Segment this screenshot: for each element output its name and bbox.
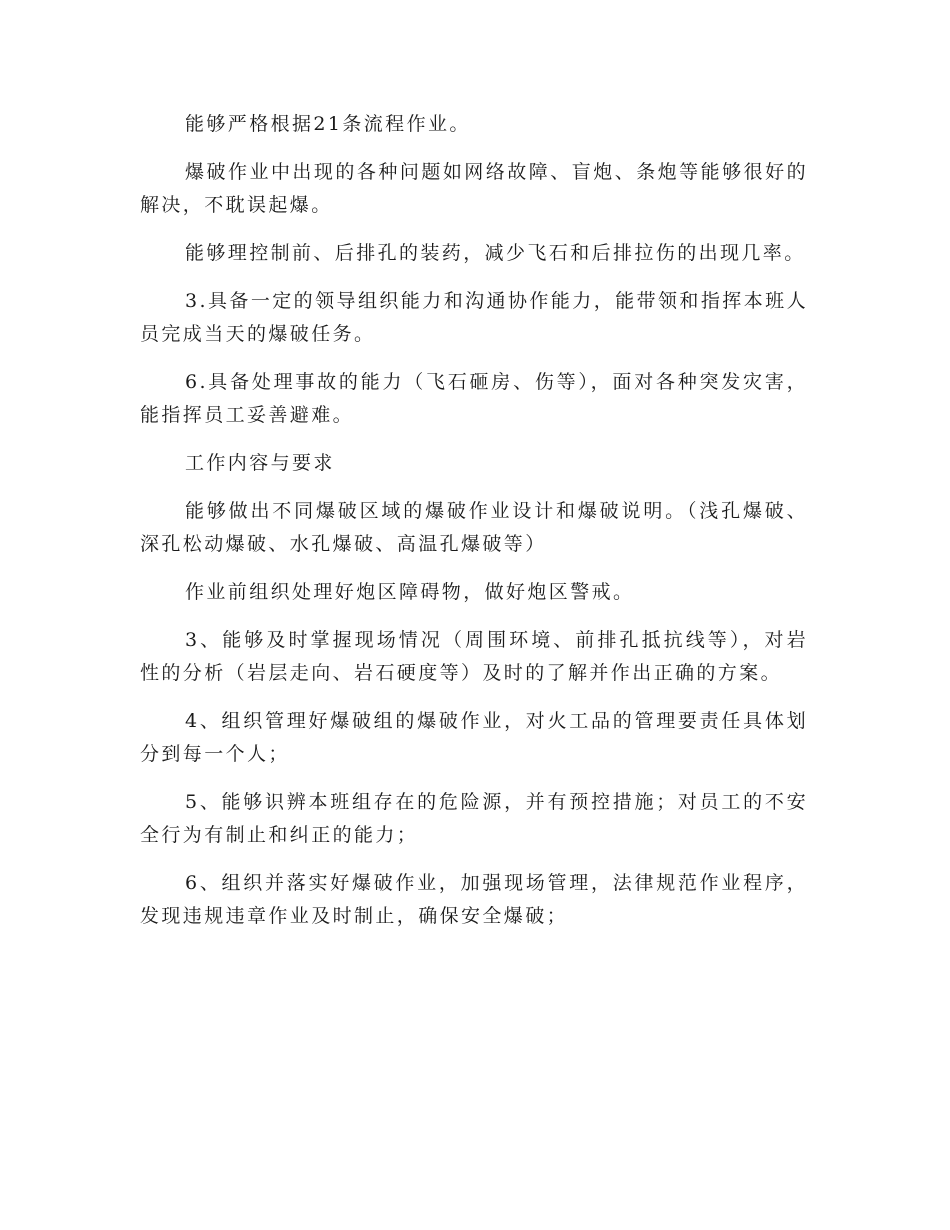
paragraph-2: 爆破作业中出现的各种问题如网络故障、盲炮、条炮等能够很好的解决，不耽误起爆。: [140, 161, 808, 216]
document-body: [140, 108, 808, 948]
paragraph-12: 6、组织并落实好爆破作业，加强现场管理，法律规范作业程序，发现违规违章作业及时制止，确保安全爆破；: [140, 872, 808, 927]
paragraph-5: 6.具备处理事故的能力（飞石砸房、伤等），面对各种突发灾害，能指挥员工妥善避难。: [140, 371, 808, 426]
paragraph-1: 能够严格根据21条流程作业。: [185, 113, 471, 135]
paragraph-9: 3、能够及时掌握现场情况（周围环境、前排孔抵抗线等），对岩性的分析（岩层走向、岩石硬度等）及时的了解并作出正确的方案。: [140, 629, 808, 684]
section-heading: 工作内容与要求: [185, 452, 335, 474]
paragraph-3: 能够理控制前、后排孔的装药，减少飞石和后排拉伤的出现几率。: [185, 242, 806, 264]
paragraph-4: 3.具备一定的领导组织能力和沟通协作能力，能带领和指挥本班人员完成当天的爆破任务。: [140, 290, 808, 345]
paragraph-10: 4、组织管理好爆破组的爆破作业，对火工品的管理要责任具体划分到每一个人；: [140, 710, 808, 765]
paragraph-7: 能够做出不同爆破区域的爆破作业设计和爆破说明。（浅孔爆破、深孔松动爆破、水孔爆破、高温孔爆破等）: [140, 500, 808, 555]
paragraph-8: 作业前组织处理好炮区障碍物，做好炮区警戒。: [185, 581, 635, 603]
paragraph-11: 5、能够识辨本班组存在的危险源，并有预控措施；对员工的不安全行为有制止和纠正的能力；: [140, 791, 808, 846]
